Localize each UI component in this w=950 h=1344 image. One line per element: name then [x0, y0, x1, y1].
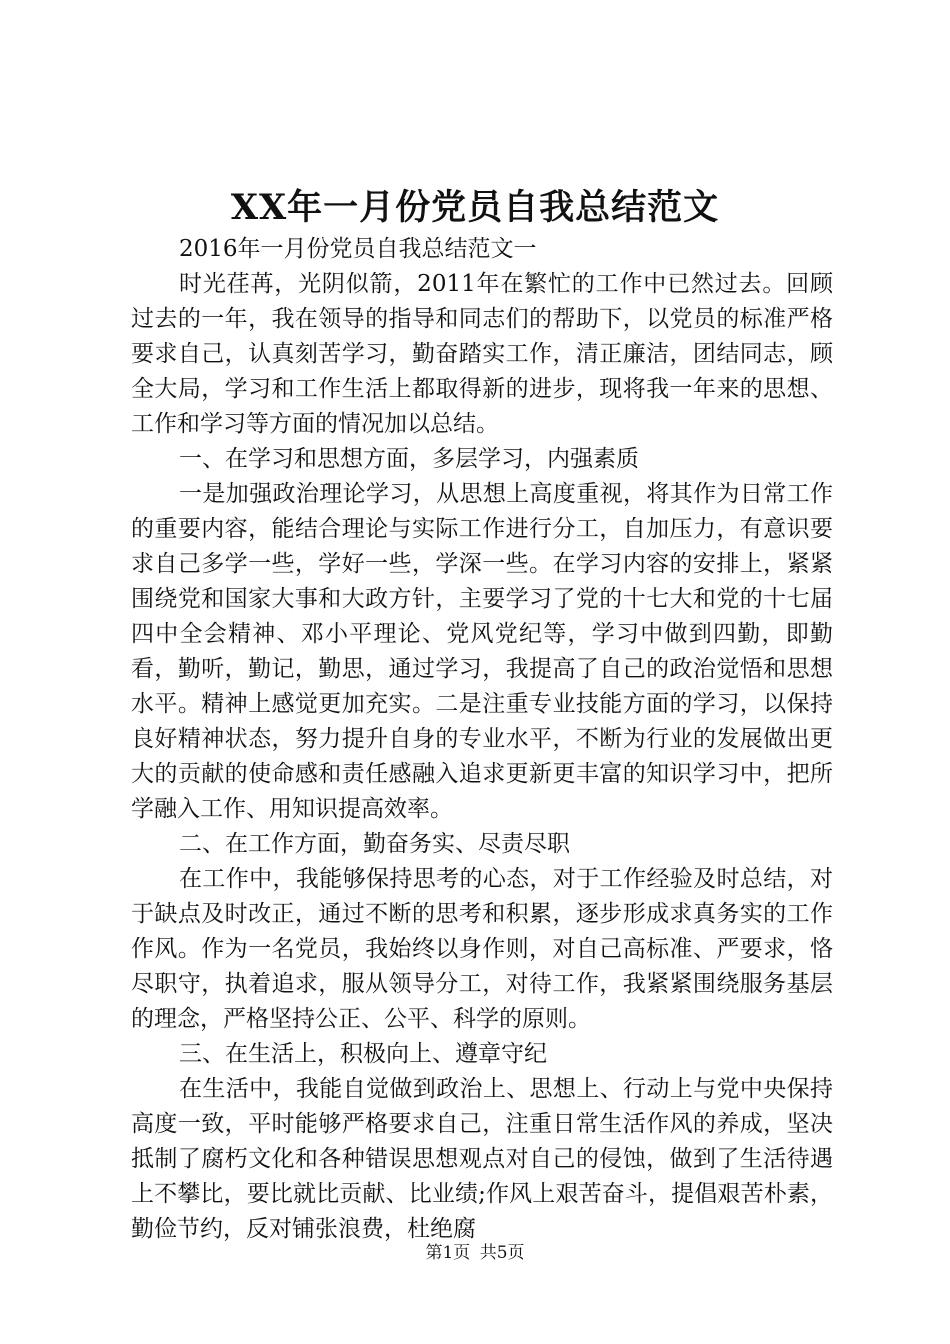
paragraph-intro: 时光荏苒，光阴似箭，2011年在繁忙的工作中已然过去。回顾过去的一年，我在领导的指导和同志们的帮助下，以党员的标准严格要求自己，认真刻苦学习，勤奋踏实工作，清正廉洁，团结同志，顾全大局，学习和工作生活上都取得新的进步，现将我一年来的思想、工作和学习等方面的情况加以总结。: [131, 271, 833, 437]
section-heading-life: 三、在生活上，积极向上、遵章守纪: [179, 1041, 547, 1067]
section-heading-study: 一、在学习和思想方面，多层学习，内强素质: [179, 446, 639, 472]
page-number: 第1页: [425, 1243, 471, 1263]
paragraph-study: 一是加强政治理论学习，从思想上高度重视，将其作为日常工作的重要内容，能结合理论与实际工作进行分工，自加压力，有意识要求自己多学一些，学好一些，学深一些。在学习内容的安排上，紧紧围绕党和国家大事和大政方针，主要学习了党的十七大和党的十七届四中全会精神、邓小平理论、党风党纪等，学习中做到四勤，即勤看，勤听，勤记，勤思，通过学习，我提高了自己的政治觉悟和思想水平。精神上感觉更加充实。二是注重专业技能方面的学习，以保持良好精神状态，努力提升自身的专业水平，不断为行业的发展做出更大的贡献的使命感和责任感融入追求更新更丰富的知识学习中，把所学融入工作、用知识提高效率。: [131, 481, 833, 822]
document-title: XX年一月份党员自我总结范文: [230, 187, 720, 228]
paragraph-work: 在工作中，我能够保持思考的心态，对于工作经验及时总结，对于缺点及时改正，通过不断的思考和积累，逐步形成求真务实的工作作风。作为一名党员，我始终以身作则，对自己高标准、严要求，恪尽职守，执着追求，服从领导分工，对待工作，我紧紧围绕服务基层的理念，严格坚持公正、公平、科学的原则。: [131, 866, 833, 1032]
paragraph-life: 在生活中，我能自觉做到政治上、思想上、行动上与党中央保持高度一致，平时能够严格要求自己，注重日常生活作风的养成，坚决抵制了腐朽文化和各种错误思想观点对自己的侵蚀，做到了生活待遇上不攀比，要比就比贡献、比业绩;作风上艰苦奋斗，提倡艰苦朴素，勤俭节约，反对铺张浪费，杜绝腐: [131, 1076, 833, 1242]
document-body: [131, 232, 833, 1247]
page-total: 共5页: [479, 1243, 525, 1263]
section-heading-work: 二、在工作方面，勤奋务实、尽责尽职: [179, 831, 570, 857]
paragraph-subtitle: 2016年一月份党员自我总结范文一: [179, 236, 537, 262]
page-footer: [0, 1240, 950, 1266]
